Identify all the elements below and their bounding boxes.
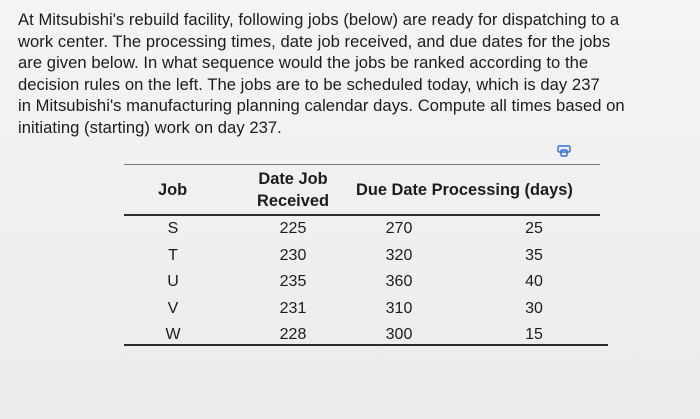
header-job: Job xyxy=(158,181,188,199)
header-date-received-line1: Date Job xyxy=(258,170,328,188)
cell-processing-days: 30 xyxy=(525,299,543,317)
cell-processing-days: 35 xyxy=(525,246,543,264)
copy-icon[interactable] xyxy=(557,145,571,157)
table-header-rule xyxy=(124,214,600,216)
cell-date-received: 228 xyxy=(279,326,307,343)
cell-date-received: 225 xyxy=(279,220,307,237)
problem-line: initiating (starting) work on day 237. xyxy=(18,117,282,137)
problem-line: in Mitsubishi's manufacturing planning calendar days. Compute all times based on xyxy=(18,96,625,116)
table-bottom-rule xyxy=(124,344,608,346)
header-date-received xyxy=(250,168,336,212)
problem-line: are given below. In what sequence would the jobs be ranked according to the xyxy=(18,53,589,73)
cell-job: S xyxy=(167,220,179,237)
header-due-processing: Due Date Processing (days) xyxy=(356,181,573,199)
cell-job: T xyxy=(168,246,178,264)
problem-statement xyxy=(18,9,690,139)
jobs-table xyxy=(124,160,608,350)
cell-processing-days: 25 xyxy=(525,220,543,237)
header-date-received-line2: Received xyxy=(257,192,329,210)
cell-processing-days: 40 xyxy=(525,273,543,290)
table-top-rule xyxy=(124,164,600,165)
cell-due-date: 320 xyxy=(385,246,413,264)
cell-date-received: 235 xyxy=(279,273,307,290)
cell-due-date: 360 xyxy=(385,273,413,290)
cell-due-date: 270 xyxy=(385,220,413,237)
problem-line: decision rules on the left. The jobs are to be scheduled today, which is day 237 xyxy=(18,74,600,94)
cell-due-date: 310 xyxy=(385,299,413,317)
cell-date-received: 231 xyxy=(279,299,307,317)
cell-due-date: 300 xyxy=(385,326,413,343)
cell-date-received: 230 xyxy=(279,246,307,264)
cell-job: W xyxy=(165,326,181,343)
cell-job: U xyxy=(167,273,179,290)
cell-processing-days: 15 xyxy=(525,326,543,343)
problem-line: work center. The processing times, date job received, and due dates for the jobs xyxy=(18,31,611,51)
cell-job: V xyxy=(167,299,179,317)
problem-line: At Mitsubishi's rebuild facility, following jobs (below) are ready for dispatching to a xyxy=(18,10,620,29)
